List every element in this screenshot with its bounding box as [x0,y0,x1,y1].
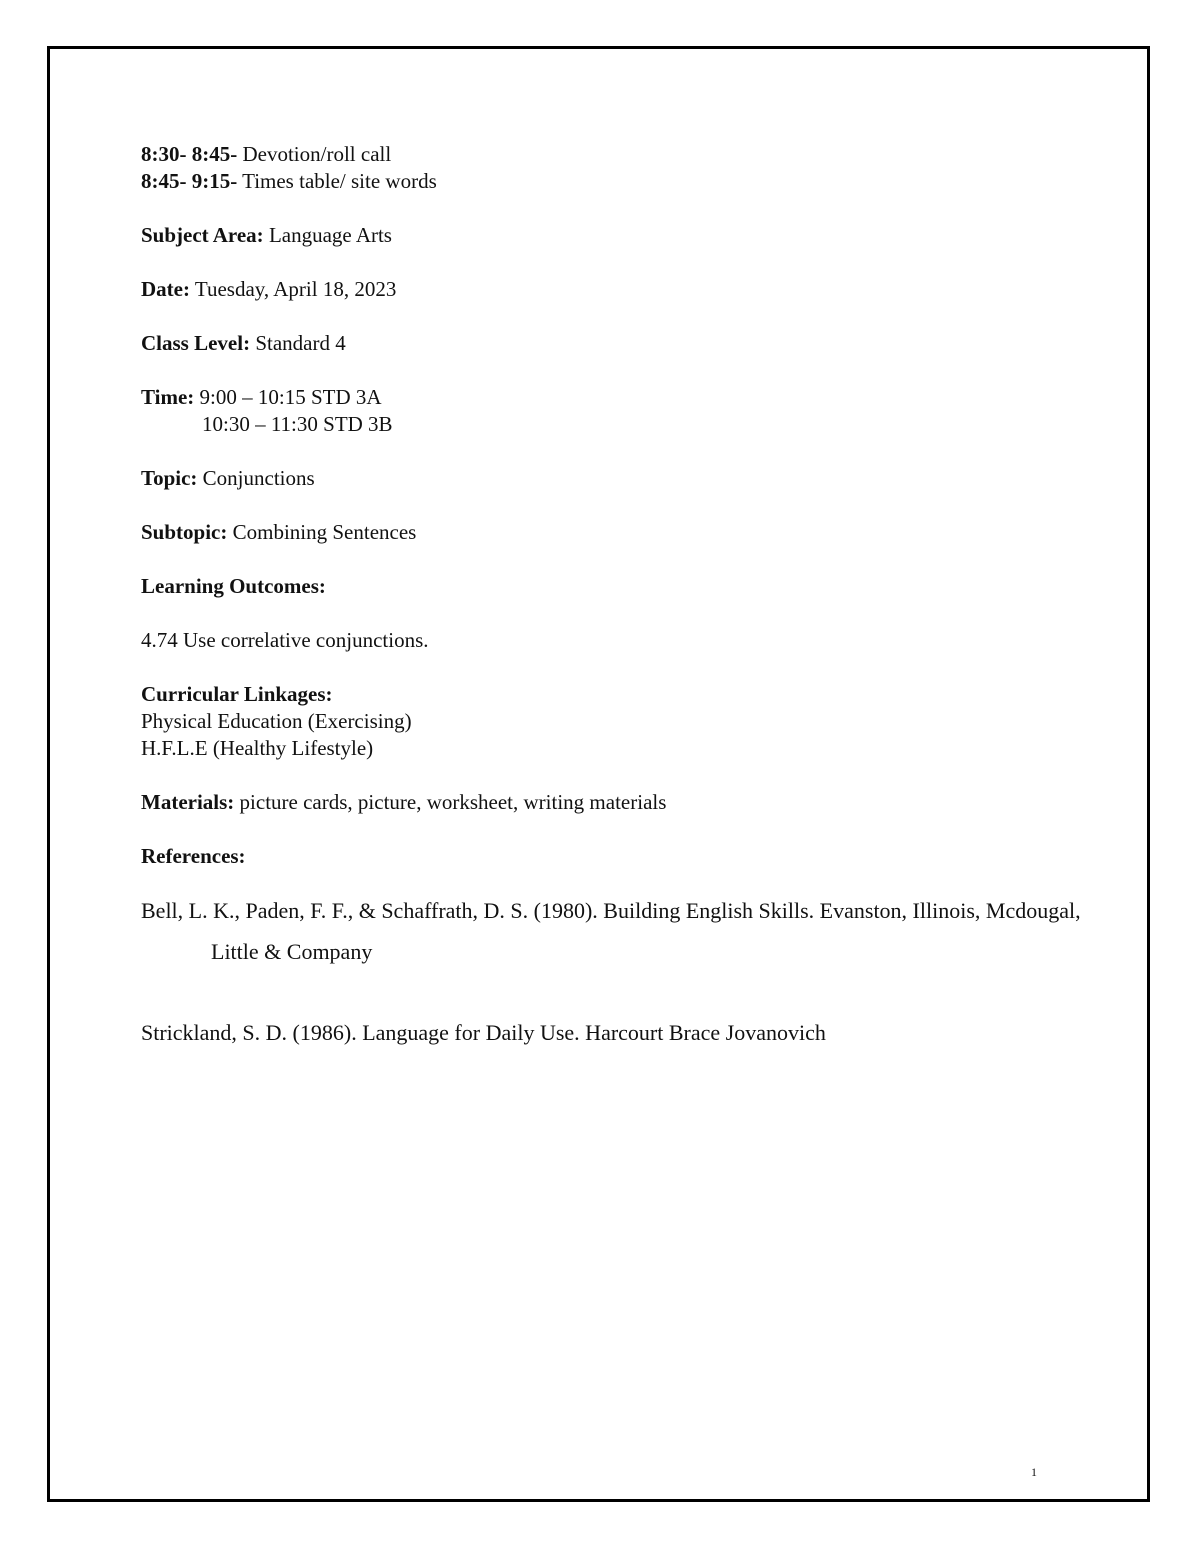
field-label: Subtopic: [141,520,228,544]
curricular-linkages-heading: Curricular Linkages: [141,682,333,706]
reference-item: Strickland, S. D. (1986). Language for Daily Use. Harcourt Brace Jovanovich [141,1020,826,1045]
schedule-time: 8:30- 8:45- [141,142,238,166]
learning-outcome-item: 4.74 Use correlative conjunctions. [141,628,429,652]
lesson-plan [141,141,1101,1053]
field-label: Materials: [141,790,235,814]
curricular-linkage-item: Physical Education (Exercising) [141,709,412,733]
field-label: Subject Area: [141,223,264,247]
references-heading: References: [141,844,246,868]
field-value: Language Arts [263,223,392,247]
materials [141,789,1101,816]
field-label: Time: [141,385,195,409]
page-number: 1 [1031,1465,1037,1479]
field-label: Topic: [141,466,198,490]
schedule-activity: Devotion/roll call [237,142,392,166]
date [141,276,1101,303]
time-second-slot: 10:30 – 11:30 STD 3B [202,412,393,436]
field-value: picture cards, picture, worksheet, writing materials [234,790,667,814]
field-label: Class Level: [141,331,251,355]
time [141,384,1101,411]
learning-outcomes-heading: Learning Outcomes: [141,574,326,598]
schedule-time: 8:45- 9:15- [141,169,238,193]
field-value: Standard 4 [250,331,346,355]
field-value: Conjunctions [197,466,315,490]
class-level [141,330,1101,357]
subtopic [141,519,1101,546]
field-label: Date: [141,277,190,301]
field-value: 9:00 – 10:15 STD 3A [194,385,382,409]
schedule-line [141,141,1101,168]
field-value: Tuesday, April 18, 2023 [189,277,397,301]
subject-area [141,222,1101,249]
schedule-activity: Times table/ site words [237,169,437,193]
field-value: Combining Sentences [227,520,417,544]
reference-item: Bell, L. K., Paden, F. F., & Schaffrath, D. S. (1980). Building English Skills. Evanston, Illinois, Mcdougal, Little & Company [141,898,1081,964]
topic [141,465,1101,492]
schedule-line [141,168,1101,195]
curricular-linkage-item: H.F.L.E (Healthy Lifestyle) [141,736,374,760]
